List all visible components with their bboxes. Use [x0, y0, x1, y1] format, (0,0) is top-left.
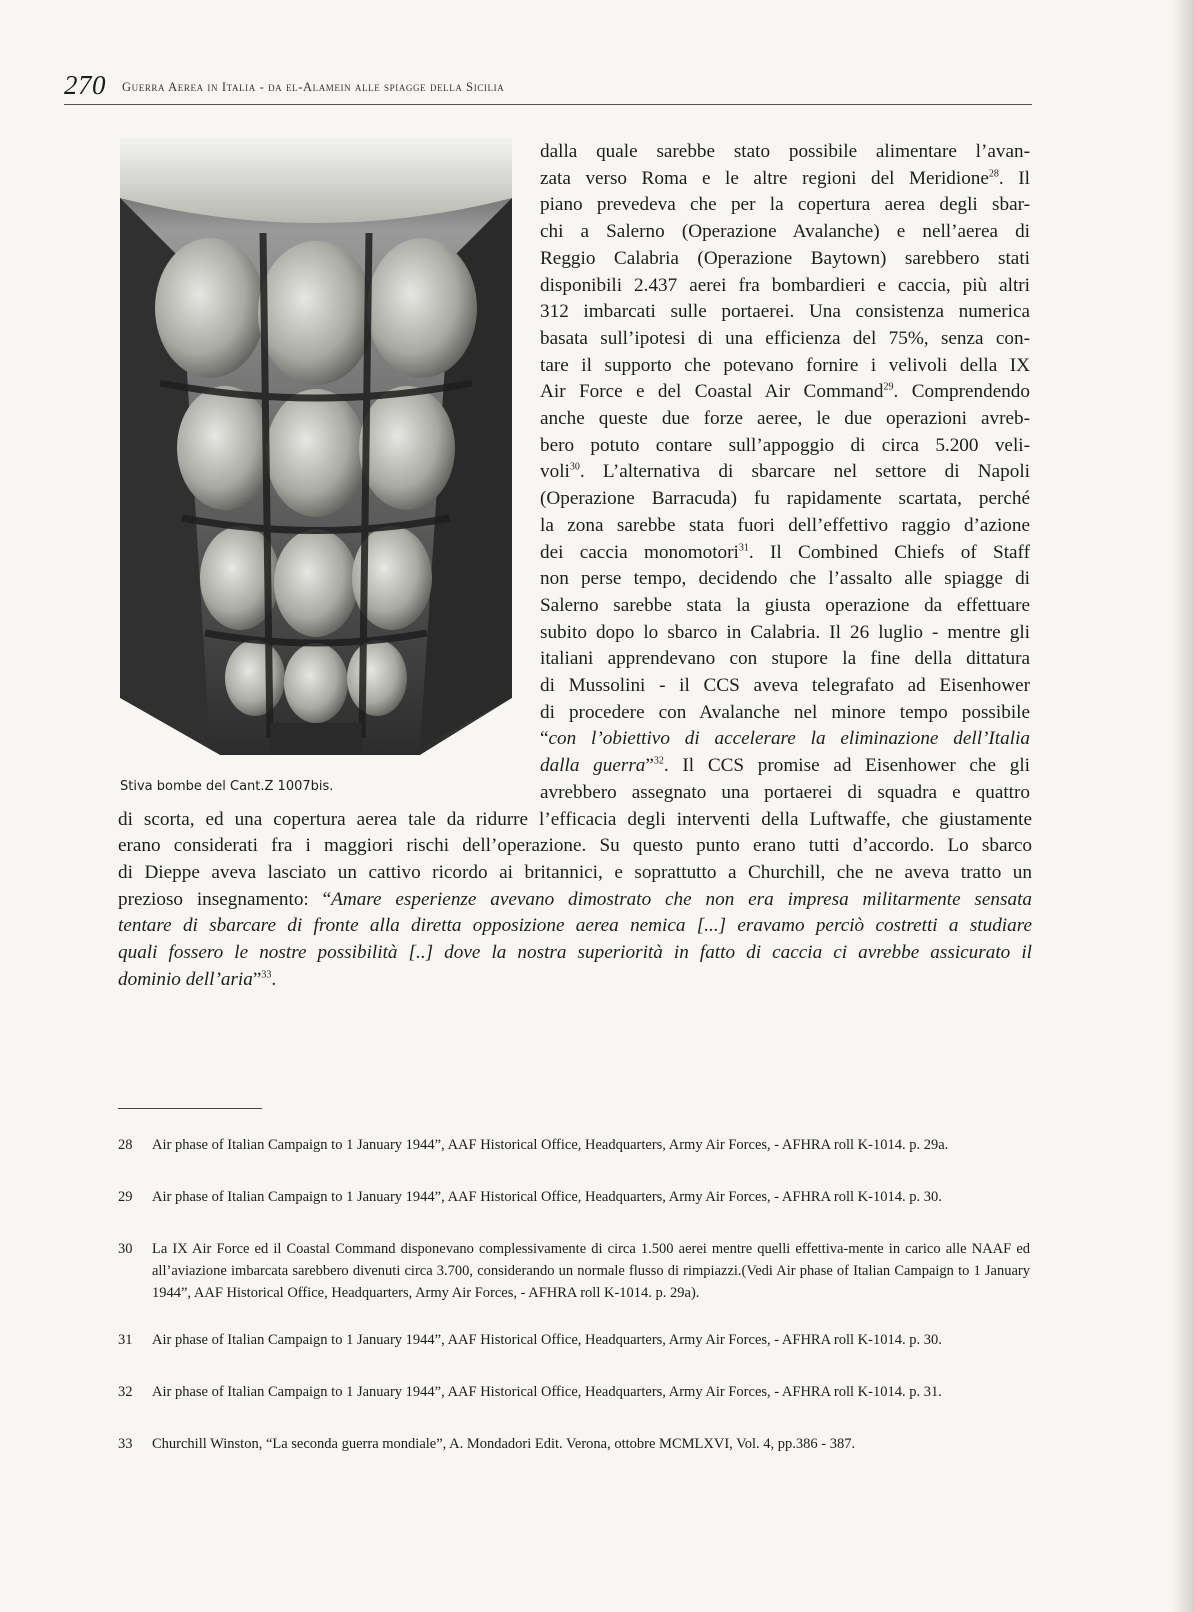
text-run: anche queste due forze aeree, le due operazioni avreb-: [540, 408, 1030, 429]
text-run: di Dieppe aveva lasciato un cattivo ricordo ai britannici, e soprattutto a Churchill, che ne aveva tratto un: [118, 861, 1032, 883]
body-line: [540, 672, 1030, 699]
body-line: [540, 352, 1030, 379]
text-run: avrebbero assegnato una portaerei di squadra e quattro: [540, 781, 1030, 803]
footnote-ref: 31: [738, 542, 749, 554]
text-run: con l’obiettivo di accelerare la eliminazione dell’Italia: [548, 728, 1030, 750]
text-run: . Comprendendo: [893, 381, 1030, 403]
footnote-number: 31: [118, 1332, 133, 1348]
footnote-ref: 30: [569, 462, 580, 473]
body-line: [118, 832, 1032, 859]
text-run: .: [271, 968, 277, 990]
text-run: bero potuto contare sull’appoggio di circa 5.200 veli-: [540, 434, 1030, 456]
text-run: quali fossero le nostre possibilità [..] dove la nostra superiorità in fatto di caccia ci avrebbe assicurato il: [118, 942, 1032, 963]
body-line: [540, 378, 1030, 405]
body-line: [540, 592, 1030, 619]
page-edge-shadow: [1172, 0, 1194, 1612]
body-line: [540, 512, 1030, 539]
text-run: la zona sarebbe stata fuori dell’effettivo raggio d’azione: [540, 514, 1030, 536]
text-run: erano considerati fra i maggiori rischi dell’operazione. Su questo punto erano tutti d’accordo. Lo sbarco: [118, 835, 1032, 857]
footnote-divider: [118, 1108, 262, 1109]
text-run: Amare esperienze avevano dimostrato che non era impresa militarmente sensata: [331, 888, 1032, 910]
text-run: dalla guerra: [540, 755, 646, 777]
text-run: non perse tempo, decidendo che l’assalto alle spiagge di: [540, 568, 1030, 590]
body-line: [118, 939, 1032, 966]
body-line: [540, 565, 1030, 592]
body-line: [540, 325, 1030, 352]
footnote-number: 30: [118, 1241, 133, 1257]
footnote-text: Air phase of Italian Campaign to 1 January 1944”, AAF Historical Office, Headquarters, Army Air Forces, - AFHRA roll K-1014. p. 29a.: [152, 1137, 949, 1153]
footnote-ref: 29: [883, 381, 894, 393]
body-line: [540, 405, 1030, 432]
footnote-number: 33: [118, 1436, 133, 1452]
text-run: di procedere con Avalanche nel minore tempo possibile: [540, 701, 1030, 723]
body-line: [540, 619, 1030, 646]
text-run: Reggio Calabria (Operazione Baytown) sarebbero stati: [540, 247, 1030, 269]
body-line: [118, 886, 1032, 913]
text-run: zata verso Roma e le altre regioni del Meridione: [540, 167, 989, 189]
text-run: . L’alternativa di sbarcare nel settore di Napoli: [579, 461, 1030, 483]
footnote-number: 28: [118, 1137, 133, 1153]
body-line: [540, 539, 1030, 566]
text-run: di Mussolini - il CCS aveva telegrafato ad Eisenhower: [540, 675, 1030, 696]
page-number: 270: [64, 70, 106, 100]
body-line: [540, 779, 1030, 806]
text-run: Salerno sarebbe stata la giusta operazione da effettuare: [540, 594, 1030, 616]
body-line: [540, 218, 1030, 245]
text-run: . Il: [998, 167, 1030, 189]
text-run: subito dopo lo sbarco in Calabria. Il 26 luglio - mentre gli: [540, 621, 1030, 643]
body-line: [118, 966, 1032, 993]
footnote-text: Air phase of Italian Campaign to 1 January 1944”, AAF Historical Office, Headquarters, Army Air Forces, - AFHRA roll K-1014. p. 30.: [152, 1332, 942, 1348]
body-line: [540, 485, 1030, 512]
text-run: dei caccia monomotori: [540, 541, 739, 563]
body-line: [118, 859, 1032, 886]
footnote-text: La IX Air Force ed il Coastal Command disponevano complessivamente di circa 1.500 aerei mentre quelli effettiva-mente in carico alle NAAF ed all’aviazione imbarcata sarebbero divenuti circa 3.700, considerando un normale flusso di rimpiazzi.(Vedi Air phase of Italian Campaign to 1 January 1944”, AAF Historical Office, Headquarters, Army Air Forces, - AFHRA roll K-1014. p. 29a).: [152, 1241, 1030, 1301]
body-line: [540, 138, 1030, 165]
footnote-ref: 33: [261, 969, 272, 981]
text-run: voli: [540, 461, 570, 483]
bomb-bay-photo-image: [120, 138, 512, 755]
text-run: piano prevedeva che per la copertura aerea degli sbar-: [540, 194, 1030, 216]
text-run: basata sull’ipotesi di una efficienza del 75%, senza con-: [540, 327, 1030, 349]
text-run: ”: [252, 968, 262, 990]
footnote-ref: 32: [653, 755, 664, 767]
body-line: [540, 725, 1030, 752]
text-run: . Il CCS promise ad Eisenhower che gli: [663, 755, 1031, 777]
text-run: italiani apprendevano con stupore la fine della dittatura: [540, 648, 1030, 670]
text-run: di scorta, ed una copertura aerea tale da ridurre l’efficacia degli interventi della Luftwaffe, che giustamente: [118, 808, 1032, 830]
text-run: prezioso insegnamento: “: [118, 888, 332, 910]
text-run: “: [540, 728, 549, 750]
body-line: [540, 752, 1030, 779]
text-run: Air Force e del Coastal Air Command: [540, 381, 884, 403]
text-run: 312 imbarcati sulle portaerei. Una consistenza numerica: [540, 301, 1030, 323]
page-header: [64, 70, 1032, 105]
body-line: [540, 458, 1030, 485]
text-run: chi a Salerno (Operazione Avalanche) e nell’aerea di: [540, 221, 1030, 243]
body-line: [540, 272, 1030, 299]
body-line: [540, 165, 1030, 192]
footnote-text: Air phase of Italian Campaign to 1 January 1944”, AAF Historical Office, Headquarters, Army Air Forces, - AFHRA roll K-1014. p. 30.: [152, 1189, 942, 1205]
footnote-number: 32: [118, 1384, 133, 1400]
footnote-text: Air phase of Italian Campaign to 1 January 1944”, AAF Historical Office, Headquarters, Army Air Forces, - AFHRA roll K-1014. p. 31.: [152, 1384, 942, 1400]
text-run: (Operazione Barracuda) fu rapidamente scartata, perché: [540, 488, 1030, 510]
footnote-ref: 28: [988, 168, 999, 180]
body-line: [540, 191, 1030, 218]
figure-caption: Stiva bombe del Cant.Z 1007bis.: [120, 779, 334, 794]
text-run: tare il supporto che potevano fornire i velivoli della IX: [540, 354, 1030, 376]
body-line: [540, 245, 1030, 272]
body-line: [540, 699, 1030, 726]
footnote-number: 29: [118, 1189, 133, 1205]
footnote-text: Churchill Winston, “La seconda guerra mondiale”, A. Mondadori Edit. Verona, ottobre MCMLXVI, Vol. 4, pp.386 - 387.: [152, 1436, 856, 1452]
body-line: [540, 432, 1030, 459]
body-line: [540, 645, 1030, 672]
text-run: . Il Combined Chiefs of Staff: [748, 541, 1030, 563]
body-line: [540, 298, 1030, 325]
text-run: dalla quale sarebbe stato possibile alimentare l’avan-: [540, 141, 1030, 162]
text-run: dominio dell’aria: [118, 968, 253, 990]
body-line: [118, 806, 1032, 833]
text-run: disponibili 2.437 aerei fra bombardieri e caccia, più altri: [540, 274, 1030, 296]
body-line: [118, 912, 1032, 939]
bomb-bay-photo: [120, 138, 512, 755]
running-title: Guerra Aerea in Italia - da el-Alamein alle spiagge della Sicilia: [122, 80, 505, 94]
text-run: tentare di sbarcare di fronte alla diretta opposizione aerea nemica [...] eravamo perciò costretti a studiare: [118, 915, 1032, 937]
text-run: ”: [645, 755, 654, 777]
